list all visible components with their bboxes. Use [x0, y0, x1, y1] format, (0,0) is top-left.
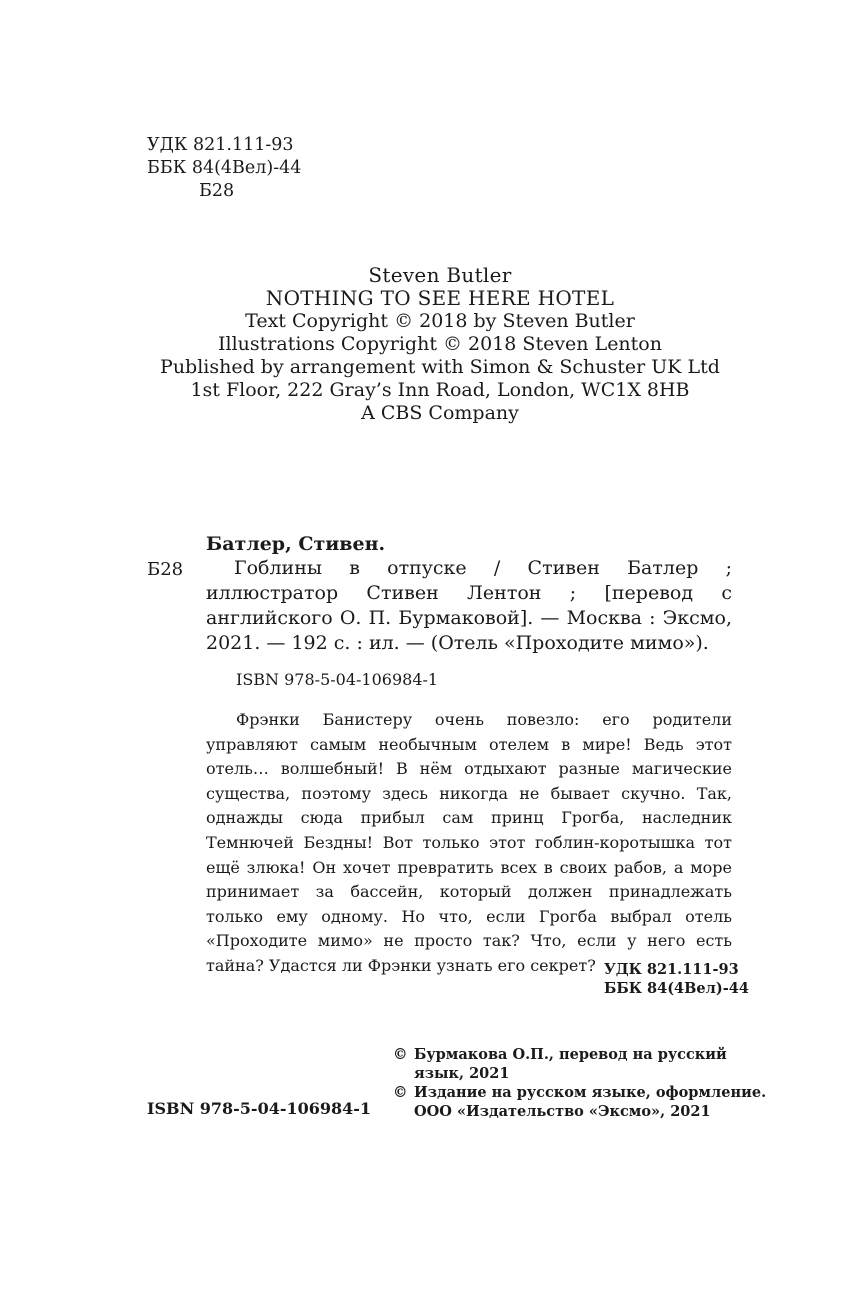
bib-isbn: ISBN 978-5-04-106984-1	[236, 670, 439, 689]
bib-entry: Гоблины в отпуске / Стивен Батлер ; иллюстратор Стивен Лентон ; [перевод с английского О. П. Бурмаковой]. — Москва : Эксмо, 2021. — 192 с. : ил. — (Отель «Проходите мимо»).	[206, 557, 732, 654]
original-edition-block	[0, 264, 845, 425]
publisher-company: A CBS Company	[361, 402, 519, 424]
text-copyright: Text Copyright © 2018 by Steven Butler	[245, 310, 635, 332]
footer-isbn: ISBN 978-5-04-106984-1	[147, 1099, 372, 1118]
copyright-notes	[393, 1045, 766, 1121]
translation-copyright	[393, 1045, 766, 1083]
copyright-symbol: ©	[393, 1084, 408, 1101]
annotation-text: Фрэнки Банистеру очень повезло: его родители управляют самым необычным отелем в мире! Ведь этот отель… волшебный! В нём отдыхают разные магические существа, поэтому здесь никогда не бывает скучно. Так, однажды сюда прибыл сам принц Грогба, наследник Темнючей Бездны! Вот только этот гоблин-коротышка тот ещё злюка! Он хочет превратить всех в своих рабов, а море принимает за бассейн, который должен принадлежать только ему одному. Но что, если Грогба выбрал отель «Проходите мимо» не просто так? Что, если у него есть тайна? Удастся ли Фрэнки узнать его секрет?	[206, 710, 732, 975]
publisher-address: 1st Floor, 222 Gray’s Inn Road, London, WC1X 8HB	[190, 379, 690, 401]
edition-line-2: ООО «Издательство «Эксмо», 2021	[414, 1103, 711, 1120]
udk-code: УДК 821.111-93	[147, 135, 294, 155]
annotation-codes	[604, 960, 749, 998]
translation-line-2: язык, 2021	[414, 1065, 510, 1082]
illustrations-copyright: Illustrations Copyright © 2018 Steven Lenton	[218, 333, 662, 355]
arrangement-line: Published by arrangement with Simon & Schuster UK Ltd	[160, 356, 720, 378]
original-author: Steven Butler	[368, 263, 512, 287]
edition-line-1: Издание на русском языке, оформление.	[414, 1084, 767, 1101]
bbk-code: ББК 84(4Вел)-44	[147, 158, 302, 178]
bib-author-heading: Батлер, Стивен.	[206, 533, 386, 555]
original-title: NOTHING TO SEE HERE HOTEL	[265, 286, 615, 310]
bib-author-code: Б28	[147, 559, 184, 580]
classification-block	[147, 134, 301, 203]
translation-line-1: Бурмакова О.П., перевод на русский	[414, 1046, 727, 1063]
copyright-symbol: ©	[393, 1046, 408, 1063]
annotation-udk: УДК 821.111-93	[604, 961, 739, 978]
author-mark: Б28	[199, 181, 235, 201]
annotation-bbk: ББК 84(4Вел)-44	[604, 980, 749, 997]
edition-copyright	[393, 1083, 766, 1121]
